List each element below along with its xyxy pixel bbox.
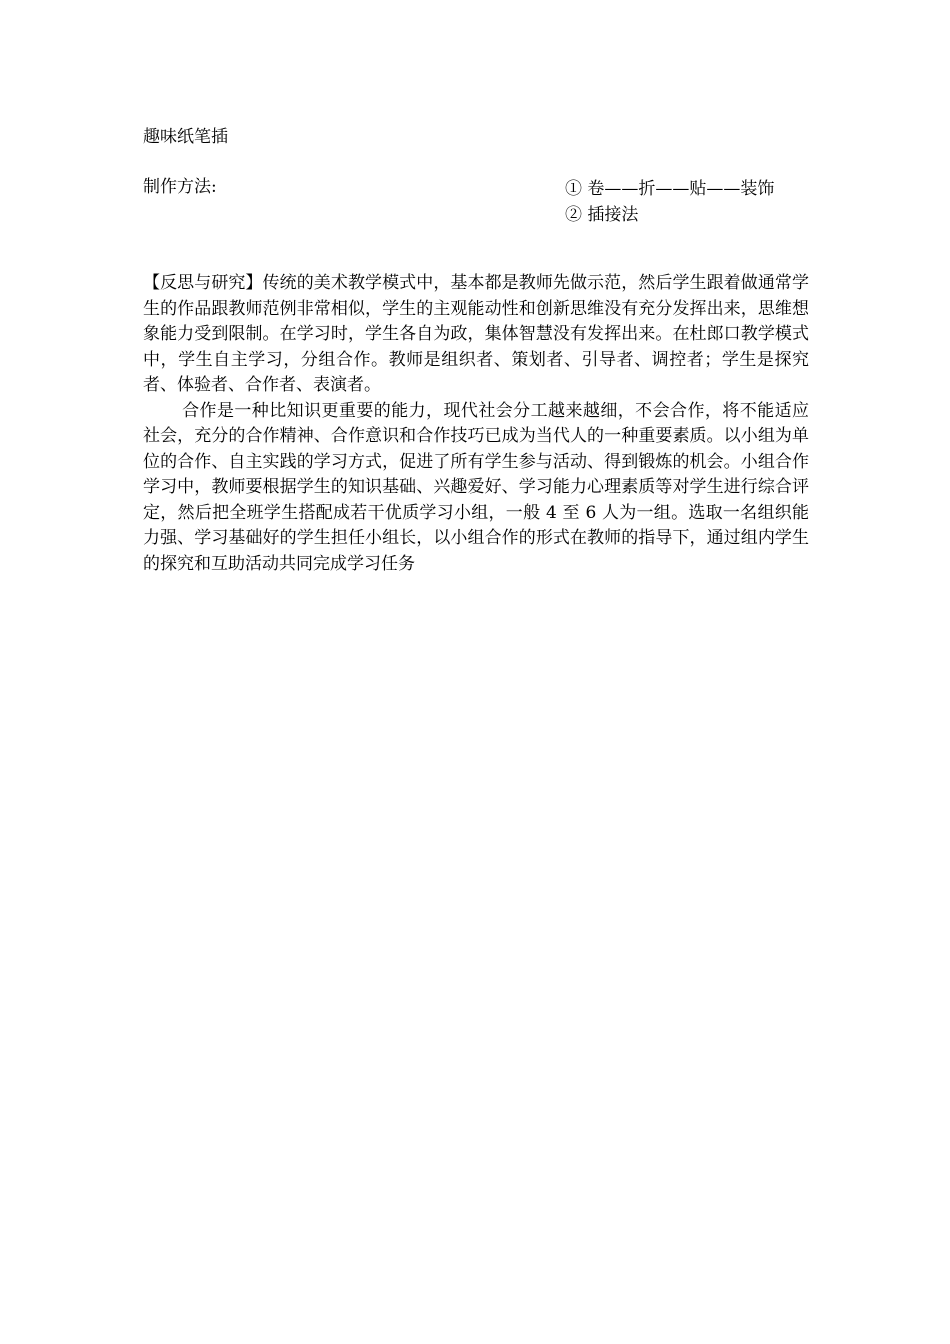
method-steps [565, 176, 774, 228]
method-step-1: ① 卷——折——贴——装饰 [565, 179, 775, 199]
document-title: 趣味纸笔插 [143, 127, 228, 147]
method-step-2: ② 插接法 [565, 205, 639, 225]
reflection-section [143, 271, 809, 577]
paragraph-reflection: 【反思与研究】传统的美术教学模式中，基本都是教师先做示范，然后学生跟着做通常学生的作品跟教师范例非常相似，学生的主观能动性和创新思维没有充分发挥出来，思维想象能力受到限制。在学习时，学生各自为政，集体智慧没有发挥出来。在杜郎口教学模式中，学生自主学习，分组合作。教师是组织者、策划者、引导者、调控者；学生是探究者、体验者、合作者、表演者。 [143, 273, 809, 395]
method-label: 制作方法: [143, 177, 217, 197]
paragraph-cooperation: 合作是一种比知识更重要的能力，现代社会分工越来越细，不会合作，将不能适应社会，充分的合作精神、合作意识和合作技巧已成为当代人的一种重要素质。以小组为单位的合作、自主实践的学习方式，促进了所有学生参与活动、得到锻炼的机会。小组合作学习中，教师要根据学生的知识基础、兴趣爱好、学习能力心理素质等对学生进行综合评定，然后把全班学生搭配成若干优质学习小组，一般 4 至 6 人为一组。选取一名组织能力强、学习基础好的学生担任小组长，以小组合作的形式在教师的指导下，通过组内学生的探究和互助活动共同完成学习任务 [143, 400, 809, 574]
